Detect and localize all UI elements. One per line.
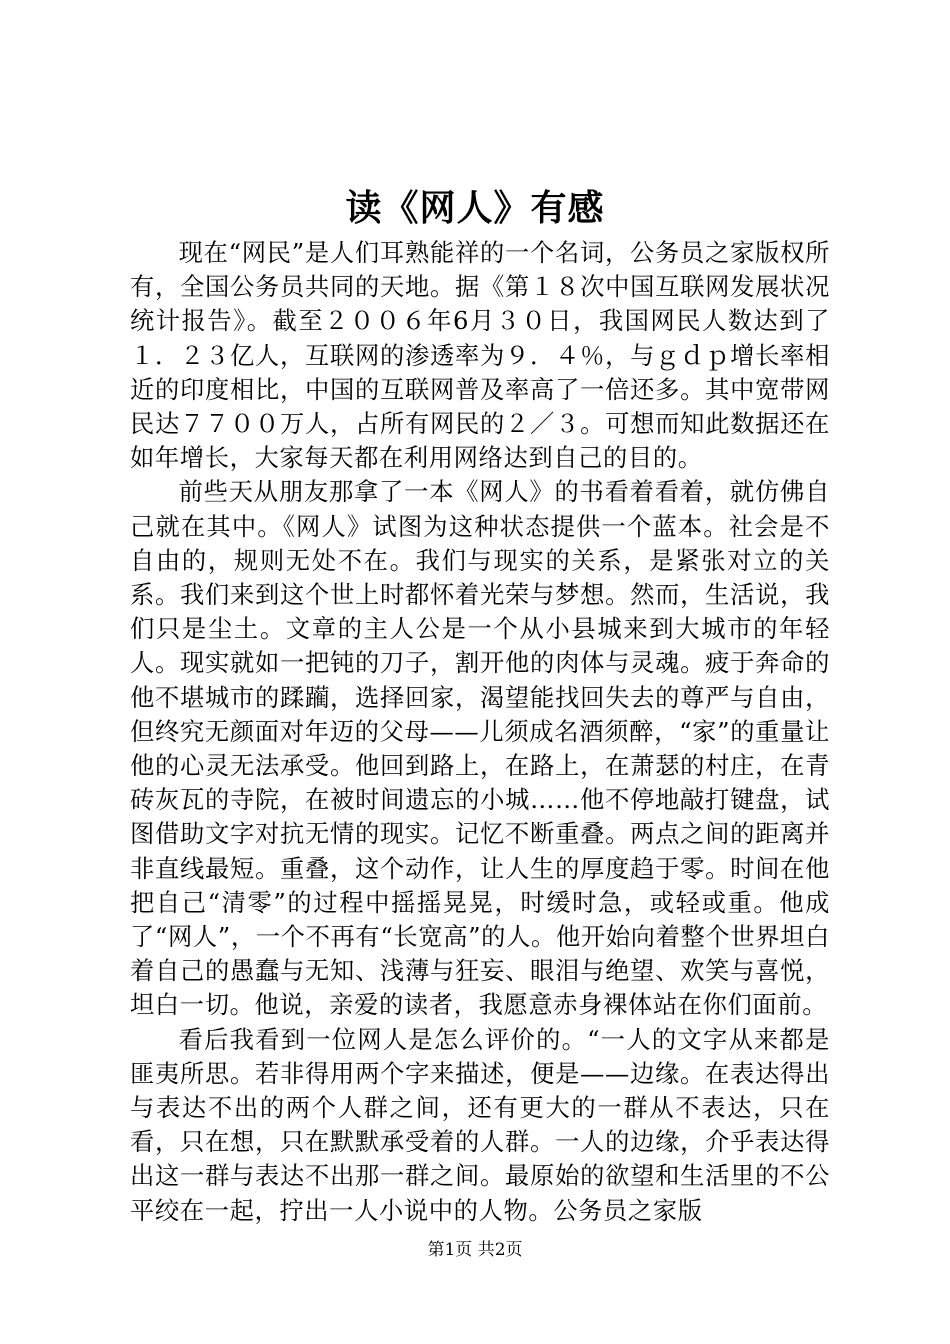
page-footer: 第1页 共2页 [427, 1240, 523, 1260]
paragraph-2: 前些天从朋友那拿了一本《网人》的书看着看着，就仿佛自己就在其中。《网人》试图为这种状态提供一个蓝本。社会是不自由的，规则无处不在。我们与现实的关系，是紧张对立的关系。我们来到这个世上时都怀着光荣与梦想。然而，生活说，我们只是尘土。文章的主人公是一个从小县城来到大城市的年轻人。现实就如一把钝的刀子，割开他的肉体与灵魂。疲于奔命的他不堪城市的蹂躏，选择回家，渴望能找回失去的尊严与自由，但终究无颜面对年迈的父母——儿须成名酒须醉，“家”的重量让他的心灵无法承受。他回到路上，在路上，在萧瑟的村庄，在青砖灰瓦的寺院，在被时间遗忘的小城……他不停地敲打键盘，试图借助文字对抗无情的现实。记忆不断重叠。两点之间的距离并非直线最短。重叠，这个动作，让人生的厚度趋于零。时间在他把自己“清零”的过程中摇摇晃晃，时缓时急，或轻或重。他成了“网人”，一个不再有“长宽高”的人。他开始向着整个世界坦白着自己的愚蠢与无知、浅薄与狂妄、眼泪与绝望、欢笑与喜悦，坦白一切。他说，亲爱的读者，我愿意赤身裸体站在你们面前。 [130, 477, 830, 1020]
document-body [130, 236, 830, 1228]
paragraph-1: 现在“网民”是人们耳熟能祥的一个名词，公务员之家版权所有，全国公务员共同的天地。据《第１８次中国互联网发展状况统计报告》。截至２００６年6月３０日，我国网民人数达到了１．２３亿人，互联网的渗透率为９．４％，与ｇｄｐ增长率相近的印度相比，中国的互联网普及率高了一倍还多。其中宽带网民达７７００万人，占所有网民的２／３。可想而知此数据还在如年增长，大家每天都在利用网络达到自己的目的。 [130, 238, 830, 473]
document-title: 读《网人》有感 [345, 187, 605, 229]
paragraph-3: 看后我看到一位网人是怎么评价的。“一人的文字从来都是匪夷所思。若非得用两个字来描述，便是——边缘。在表达得出与表达不出的两个人群之间，还有更大的一群从不表达，只在看，只在想，只在默默承受着的人群。一人的边缘，介乎表达得出这一群与表达不出那一群之间。最原始的欲望和生活里的不公平绞在一起，拧出一人小说中的人物。公务员之家版 [130, 1024, 830, 1225]
